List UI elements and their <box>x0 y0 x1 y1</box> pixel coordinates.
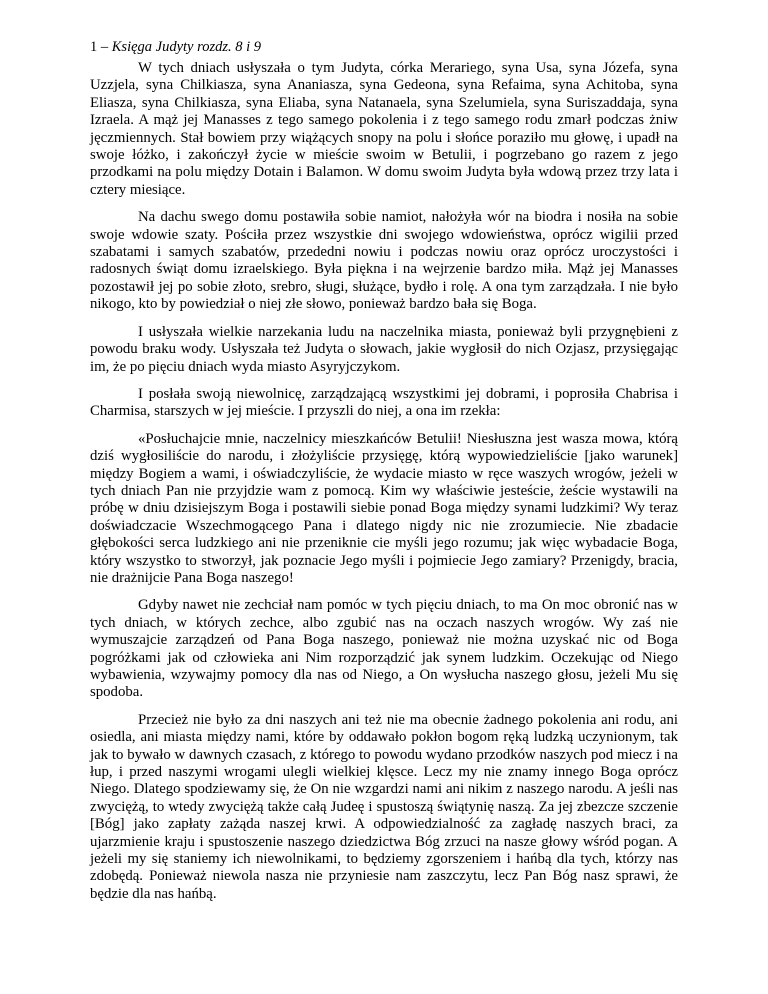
paragraph-1: W tych dniach usłyszała o tym Judyta, córka Merariego, syna Usa, syna Józefa, syna Uzzjela, syna Chilkiasza, syna Ananiasza, syna Gedeona, syna Refaima, syna Achitoba, syna Eliasza, syna Chilkiasza, syna Eliaba, syna Natanaela, syna Szelumiela, syna Suriszaddaja, syna Izraela. A mąż jej Manasses z tego samego pokolenia i z tego samego rodu zmarł podczas żniw jęczmiennych. Stał bowiem przy wiążących snopy na polu i słońce poraziło mu głowę, i upadł na swoje łóżko, i zakończył życie w mieście swoim w Betulii, i pogrzebano go razem z jego przodkami na polu między Dotain i Balamon. W domu swoim Judyta była wdową przez trzy lata i cztery miesiące. <box>90 60 678 198</box>
document-body <box>90 60 678 913</box>
header-separator: – <box>97 39 112 55</box>
paragraph-2: Na dachu swego domu postawiła sobie namiot, nałożyła wór na biodra i nosiła na sobie swoje wdowie szaty. Pościła przez wszystkie dni swojego wdowieństwa, oprócz wigilii przed szabatami i samych szabatów, przededni nowiu i podczas nowiu oraz oprócz uroczystości i radosnych świąt domu izraelskiego. Była piękna i na wejrzenie bardzo miła. Mąż jej Manasses pozostawił jej po sobie złoto, srebro, sługi, służące, bydło i rolę. A ona tym zarządzała. I nie było nikogo, kto by powiedział o niej złe słowo, ponieważ bardzo bała się Boga. <box>90 209 678 313</box>
page-header <box>90 38 261 56</box>
header-title: Księga Judyty rozdz. 8 i 9 <box>111 39 262 55</box>
paragraph-4: I posłała swoją niewolnicę, zarządzającą wszystkimi jej dobrami, i poprosiła Chabrisa i Charmisa, starszych w jej mieście. I przyszli do niej, a ona im rzekła: <box>90 385 678 420</box>
paragraph-3: I usłyszała wielkie narzekania ludu na naczelnika miasta, ponieważ byli przygnębieni z powodu braku wody. Usłyszała też Judyta o słowach, jakie wygłosił do nich Ozjasz, przysięgając im, że po pięciu dniach wyda miasto Asyryjczykom. <box>90 323 678 375</box>
paragraph-6: Gdyby nawet nie zechciał nam pomóc w tych pięciu dniach, to ma On moc obronić nas w tych dniach, w których zechce, albo zgubić nas na oczach naszych wrogów. Wy zaś nie wymuszajcie zarządzeń od Pana Boga naszego, ponieważ nie można uzyskać nic od Boga pogróżkami jak od człowieka ani Nim rozporządzić jak synem ludzkim. Oczekując od Niego wybawienia, wzywajmy pomocy dla nas od Niego, a On wysłucha naszego głosu, jeżeli Mu się spodoba. <box>90 597 678 701</box>
page-number: 1 <box>90 39 98 55</box>
paragraph-5: «Posłuchajcie mnie, naczelnicy mieszkańców Betulii! Niesłuszna jest wasza mowa, którą dziś wygłosiliście do narodu, i złożyliście przysięgę, którą wypowiedzieliście [jako warunek] między Bogiem a wami, i oświadczyliście, że wydacie miasto w ręce waszych wrogów, jeżeli w tych dniach Pan nie przyjdzie wam z pomocą. Kim wy właściwie jesteście, żeście wystawili na próbę w dniu dzisiejszym Boga i postawili siebie ponad Boga między synami ludzkimi? Wy teraz doświadczacie Wszechmogącego Pana i dlatego nigdy nic nie zrozumiecie. Nie zbadacie głębokości serca ludzkiego ani nie przeniknie cie myśli jego rozumu; jak więc wybadacie Boga, który wszystko to stworzył, jak poznacie Jego myśli i pojmiecie Jego zamiary? Przenigdy, bracia, nie drażnijcie Pana Boga naszego! <box>90 430 678 586</box>
paragraph-7: Przecież nie było za dni naszych ani też nie ma obecnie żadnego pokolenia ani rodu, ani osiedla, ani miasta między nami, które by oddawało pokłon bogom ręką ludzką uczynionym, tak jak to bywało w dawnych czasach, z którego to powodu wydano przodków naszych pod miecz i na łup, i przed naszymi wrogami ulegli wielkiej klęsce. Lecz my nie znamy innego Boga oprócz Niego. Dlatego spodziewamy się, że On nie wzgardzi nami ani nikim z naszego narodu. A jeśli nas zwyciężą, to wtedy zwyciężą także całą Judeę i spustoszą świątynię naszą. Za jej zbezcze szczenie [Bóg] jako zapłaty zażąda naszej krwi. A odpowiedzialność za zagładę naszych braci, za ujarzmienie kraju i spustoszenie naszego dziedzictwa Bóg zrzuci na nasze głowy wśród pogan. A jeżeli my się staniemy ich niewolnikami, to będziemy zgorszeniem i hańbą dla tych, którzy nas zdobędą. Ponieważ niewola nasza nie przyniesie nam zaszczytu, lecz Pan Bóg nasz sprawi, że będzie dla nas hańbą. <box>90 711 678 902</box>
